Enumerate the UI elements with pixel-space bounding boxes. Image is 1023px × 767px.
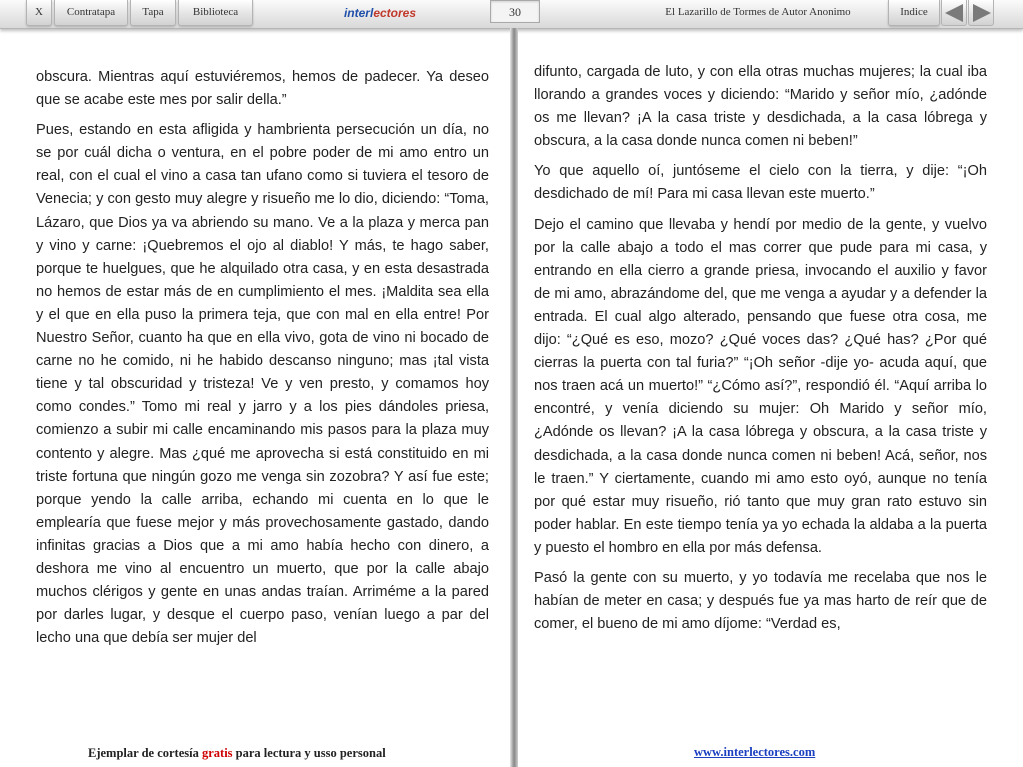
right-triangle-icon — [973, 4, 991, 22]
paragraph: obscura. Mientras aquí estuviéremos, hemos de padecer. Ya deseo que se acabe este mes por salir della.” — [36, 69, 489, 109]
contratapa-button[interactable]: Contratapa — [54, 0, 128, 26]
tapa-button[interactable]: Tapa — [130, 0, 176, 26]
website-link[interactable]: www.interlectores.com — [694, 745, 816, 759]
brand-logo-part1: interl — [343, 6, 374, 20]
paragraph: difunto, cargada de luto, y con ella otras muchas mujeres; la cual iba llorando a grandes voces y diciendo: “Marido y señor mío, ¿adónde os me llevan? ¡A la casa triste y desdichada, a la casa lóbrega y obscura, a la casa donde nunca comen ni beben!” — [534, 64, 987, 150]
book-title: El Lazarillo de Tormes de Autor Anonimo — [665, 6, 851, 18]
biblioteca-button[interactable]: Biblioteca — [178, 0, 253, 26]
paragraph: Yo que aquello oí, juntóseme el cielo con la tierra, y dije: “¡Oh desdichado de mí! Para mi casa llevan este muerto.” — [534, 163, 987, 203]
paragraph: Dejo el camino que llevaba y hendí por medio de la gente, y vuelvo por la calle abajo a todo el mas correr que pude para mi casa, y entrando en ella cierro a grande priesa, invocando el auxilio y favor de mi amo, abrazándome del, que me venga a ayudar y a defender la entrada. El cual algo alterado, pensando que fuese otra cosa, me dijo: “¿Qué es eso, mozo? ¿Qué voces das? ¿Qué has? ¿Por qué cierras la puerta con tal furia?” “¡Oh señor -dije yo- acuda aquí, que nos traen acá un muerto!” “¿Cómo así?”, respondió él. “Aquí arriba lo encontré, y venía diciendo su mujer: Oh Marido y señor mío, ¿Adónde os llevan? ¡A la casa lóbrega y obscura, a la casa triste y desdichada, a la casa donde nunca comen ni beben! Acá, señor, nos le traen.” Y ciertamente, cuando mi amo esto oyó, aunque no tenía por qué estar muy risueño, rió tanto que muy gran rato estuvo sin poder hablar. En este tiempo tenía ya yo echada la aldaba a la puerta y puesto el hombro en ella por más defensa. — [534, 216, 987, 556]
brand-logo — [330, 4, 430, 22]
brand-logo-part2: ectores — [373, 6, 417, 20]
courtesy-note-text: Ejemplar de cortesía — [88, 746, 202, 760]
courtesy-note — [88, 746, 448, 761]
courtesy-note-text: para lectura y usso personal — [232, 746, 386, 760]
gratis-label: gratis — [201, 746, 233, 760]
close-button[interactable]: X — [26, 0, 52, 26]
page-number-field[interactable]: 30 — [490, 0, 540, 23]
next-page-button[interactable] — [968, 0, 994, 26]
indice-button[interactable]: Indice — [888, 0, 940, 26]
left-page-text — [36, 66, 489, 657]
previous-page-button[interactable] — [941, 0, 967, 26]
paragraph: Pues, estando en esta afligida y hambrienta persecución un día, no se por cuál dicha o ventura, en el pobre poder de mi amo entro un real, con el cual el vino a casa tan ufano como si tuviera el tesoro de Venecia; y con gesto muy alegre y risueño me lo dio, diciendo: “Toma, Lázaro, que Dios ya va abriendo su mano. Ve a la plaza y merca pan y vino y carne: ¡Quebremos el ojo al diablo! Y más, te hago saber, porque te huelgues, que he alquilado otra casa, y en esta desastrada no hemos de estar más de en cumplimiento el mes. ¡Maldita sea ella y el que en ella puso la primera teja, que con mal en ella entre! Por Nuestro Señor, cuanto ha que en ella vivo, gota de vino ni bocado de carne no he comido, ni he habido descanso ninguno; mas ¡tal vista tiene y tal obscuridad y tristeza! Ve y ven presto, y comamos hoy como condes.” Tomo mi real y jarro y a los pies dándoles priesa, comienzo a subir mi calle encaminando mis pasos para la plaza muy contento y alegre. Mas ¿qué me aprovecha si está constituido en mi triste fortuna que ningún gozo me venga sin zozobra? Y así fue este; porque yendo la calle arriba, echando mi cuenta en lo que le emplearía que fuese mejor y más provechosamente gastado, dando infinitas gracias a Dios que a mi amo había hecho con dinero, a deshora me vino al encuentro un muerto, que por la calle abajo muchos clérigos y gente en unas andas traían. Arriméme a la pared por darles lugar, y desque el cuerpo paso, venían luego a par del lecho una que debía ser mujer del — [36, 122, 489, 647]
left-triangle-icon — [945, 4, 963, 22]
right-page-text — [534, 61, 987, 643]
book-spine — [510, 28, 518, 767]
paragraph: Pasó la gente con su muerto, y yo todavía me recelaba que nos le habían de meter en casa; y después fue ya mas harto de reír que de comer, el bueno de mi amo díjome: “Verdad es, — [534, 569, 987, 633]
toolbar — [0, 0, 1023, 29]
